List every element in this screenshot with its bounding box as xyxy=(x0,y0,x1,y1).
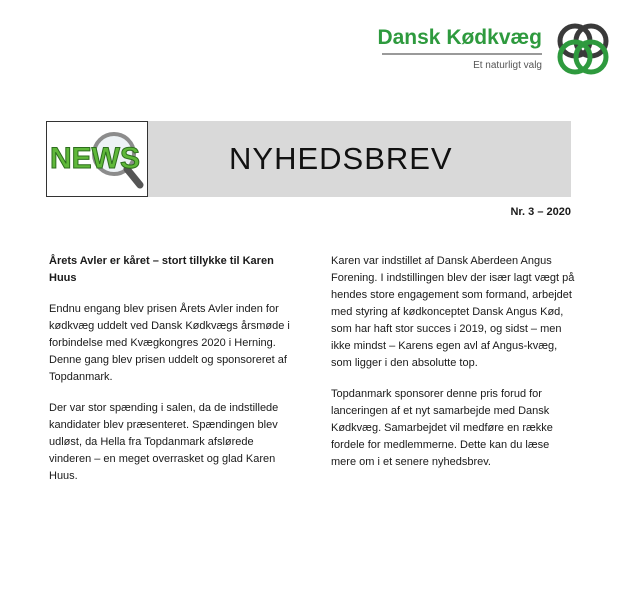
article-column-left xyxy=(49,253,295,499)
article-column-right xyxy=(331,253,577,485)
brand-logo-text xyxy=(377,26,542,71)
article-paragraph: Der var stor spænding i salen, da de indstillede kandidater blev præsenteret. Spændingen blev udløst, da Hella fra Topdanmark afslørede vinderen – en meget overrasket og glad Karen Huus. xyxy=(49,402,279,482)
article-paragraph: Karen var indstillet af Dansk Aberdeen Angus Forening. I indstillingen blev der især lagt vægt på hendes store engagement som formand, arbejdet med styring af kødkonceptet Dansk Angus Kød, som har haft stor succes i 2019, og sidst – men ikke mindst – Karens egen avl af Angus-kvæg, som ligger i den absolutte top. xyxy=(331,255,575,369)
news-magnifier-image xyxy=(46,121,148,197)
news-label: NEWS xyxy=(50,142,140,175)
article-paragraph: Topdanmark sponsorer denne pris forud for lanceringen af et nyt samarbejde med Dansk Kødkvæg. Samarbejdet vil medføre en række fordele for medlemmerne. Dette kan du læse mere om i et senere nyhedsbrev. xyxy=(331,388,553,468)
brand-tagline: Et naturligt valg xyxy=(473,60,542,71)
brand-divider xyxy=(382,53,542,55)
brand-name: Dansk Kødkvæg xyxy=(377,26,542,49)
article-paragraph: Endnu engang blev prisen Årets Avler inden for kødkvæg uddelt ved Dansk Kødkvægs årsmøde i forbindelse med Kvægkongres 2020 i Herning. Denne gang blev prisen uddelt og sponsoreret af Topdanmark. xyxy=(49,303,290,383)
news-magnifier-icon xyxy=(47,122,147,196)
brand-rings-icon xyxy=(553,20,613,80)
newsletter-title: NYHEDSBREV xyxy=(229,141,453,176)
newsletter-banner xyxy=(46,121,571,197)
article-title: Årets Avler er kåret – stort tillykke til Karen Huus xyxy=(49,255,274,284)
issue-number: Nr. 3 – 2020 xyxy=(510,206,571,218)
